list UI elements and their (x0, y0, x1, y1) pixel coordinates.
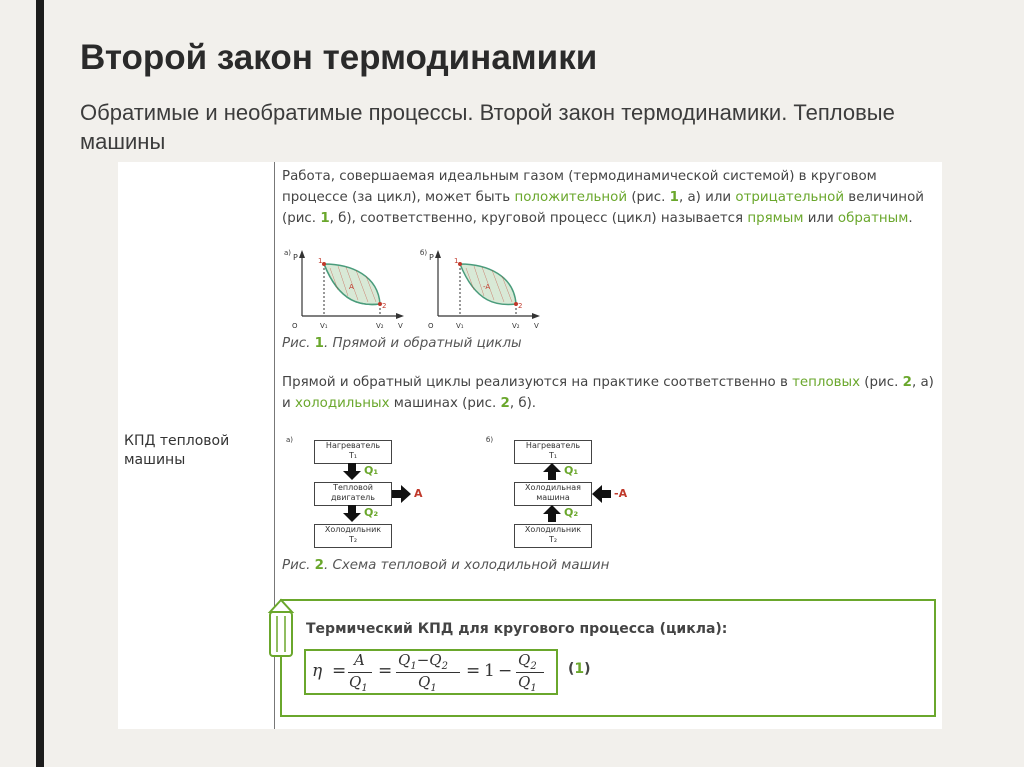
slide-left-bar (36, 0, 44, 767)
point-1: 1 (454, 257, 459, 265)
fig-num: 1 (314, 336, 324, 351)
text: . Прямой и обратный циклы (323, 336, 522, 351)
text: Рис. (282, 558, 315, 573)
axis-p: P (429, 253, 434, 262)
axis-v2: V₂ (376, 322, 384, 330)
heater-box (514, 440, 592, 464)
fig-num: 2 (314, 558, 324, 573)
q2-label: Q₂ (564, 506, 579, 519)
point-2: 2 (518, 302, 523, 310)
axis-v2: V₂ (512, 322, 520, 330)
one: 1 (484, 661, 495, 681)
equals: = (466, 661, 481, 681)
heat-engine-scheme (282, 434, 442, 554)
t2-label: T₂ (548, 535, 558, 544)
equals: = (378, 661, 393, 681)
axis-v1: V₁ (456, 322, 464, 330)
denominator-q1: $Q_1$ (418, 673, 437, 694)
paragraph-cycles (282, 166, 934, 229)
axis-origin: O (428, 322, 434, 330)
cooler-label: Холодильник (524, 525, 582, 534)
fig-tag: б) (486, 436, 494, 444)
axis-v: V (398, 322, 403, 330)
arrow-up-icon (542, 463, 562, 481)
t1-label: T₁ (548, 451, 558, 460)
figure-2-caption (282, 558, 609, 573)
arrow-right-icon (392, 485, 412, 503)
engine-label-2: двигатель (331, 493, 375, 502)
work-label: -A (614, 487, 628, 500)
text: или (803, 211, 838, 226)
arrow-up-icon (542, 505, 562, 523)
text: . (908, 211, 913, 226)
engine-label-1: Тепловой (333, 483, 373, 492)
table-left-column (118, 162, 275, 729)
axis-p: P (293, 253, 298, 262)
fig-ref[interactable]: 1 (320, 211, 330, 226)
fig-ref[interactable]: 2 (902, 375, 912, 390)
point-1: 1 (318, 257, 323, 265)
q2-label: Q₂ (364, 506, 379, 519)
text: (рис. (860, 375, 903, 390)
slide-subtitle: Обратимые и необратимые процессы. Второй закон термодинамики. Тепловые машины (80, 100, 895, 154)
fig-tag: а) (286, 436, 294, 444)
link-positive[interactable]: положительной (514, 190, 628, 205)
text: . Схема тепловой и холодильной машин (323, 558, 610, 573)
q1-label: Q₁ (364, 464, 379, 477)
link-heat[interactable]: тепловых (792, 375, 861, 390)
numerator-diff: $Q_1-Q_2$ (398, 651, 448, 672)
cooler-label: Холодильник (324, 525, 382, 534)
engine-box (314, 482, 392, 506)
axis-origin: O (292, 322, 298, 330)
text: (рис. (627, 190, 670, 205)
link-direct[interactable]: прямым (747, 211, 804, 226)
t1-label: T₁ (348, 451, 358, 460)
text: Рис. (282, 336, 315, 351)
text: машинах (рис. (389, 396, 501, 411)
numerator-q2: $Q_2$ (518, 651, 537, 672)
work-area-label: A (349, 283, 354, 291)
arrow-down-icon (342, 463, 362, 481)
fridge-box (514, 482, 592, 506)
arrow-down-icon (342, 505, 362, 523)
fig-ref[interactable]: 1 (669, 190, 679, 205)
text: , а) и (282, 375, 934, 411)
cooler-box (514, 524, 592, 548)
heater-label: Нагреватель (325, 441, 381, 450)
text: , б). (509, 396, 537, 411)
refrigerator-scheme (482, 434, 642, 554)
denominator-q1: $Q_1$ (349, 673, 368, 694)
equation-number: (1) (568, 661, 591, 677)
denominator-q1: $Q_1$ (518, 673, 537, 694)
fig-tag: а) (284, 249, 292, 257)
figure-1-caption (282, 336, 522, 351)
text: Работа, совершаемая идеальным газом (термодинамической системой) в круговом процессе (за цикл), может быть (282, 169, 877, 205)
row-label: КПД тепловой машины (124, 433, 230, 468)
fig-ref[interactable]: 2 (500, 396, 510, 411)
cooler-box (314, 524, 392, 548)
slide-title: Второй закон термодинамики (80, 38, 598, 77)
paragraph-machines (282, 372, 934, 414)
link-reverse[interactable]: обратным (837, 211, 909, 226)
fridge-label-1: Холодильная (525, 483, 581, 492)
text: , а) или (678, 190, 736, 205)
fridge-label-2: машина (536, 493, 570, 502)
numerator-a: A (354, 651, 365, 669)
q1-label: Q₁ (564, 464, 579, 477)
pencil-icon (264, 598, 298, 662)
link-fridge[interactable]: холодильных (294, 396, 390, 411)
axis-v: V (534, 322, 539, 330)
heater-box (314, 440, 392, 464)
point-2: 2 (382, 302, 387, 310)
eta-symbol: η (312, 661, 323, 681)
formula-title: Термический КПД для кругового процесса (цикла): (306, 621, 728, 637)
work-label: A (414, 487, 423, 500)
pv-diagram-direct (282, 246, 412, 334)
axis-v1: V₁ (320, 322, 328, 330)
minus: − (498, 661, 513, 681)
text: Прямой и обратный циклы реализуются на практике соответственно в (282, 375, 793, 390)
fig-tag: б) (420, 249, 428, 257)
arrow-left-icon (592, 485, 612, 503)
equals: = (332, 661, 347, 681)
content-panel (118, 162, 942, 729)
efficiency-equation (304, 649, 558, 695)
formula-box (280, 599, 936, 717)
link-negative[interactable]: отрицательной (735, 190, 845, 205)
text: , б), соответственно, круговой процесс (цикл) называется (329, 211, 748, 226)
work-area-label: -A (483, 283, 491, 291)
t2-label: T₂ (348, 535, 358, 544)
pv-diagram-reverse (418, 246, 548, 334)
heater-label: Нагреватель (525, 441, 581, 450)
text: величиной (рис. (282, 190, 924, 226)
